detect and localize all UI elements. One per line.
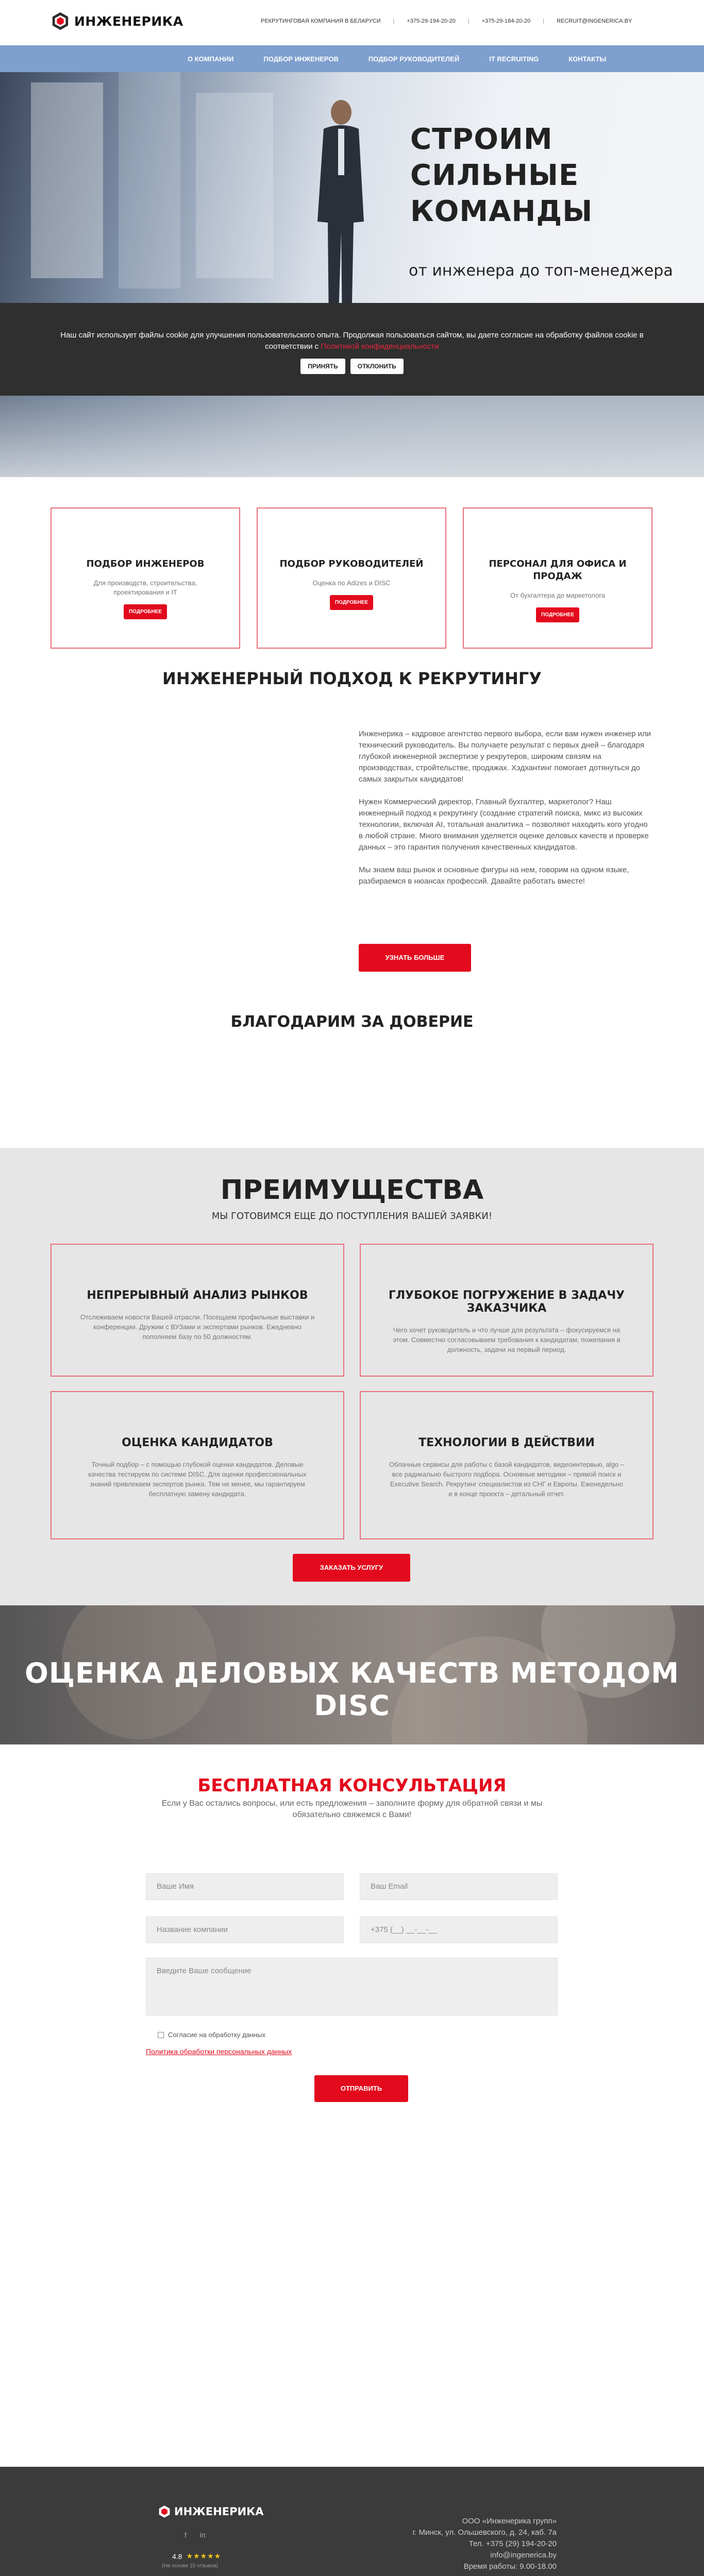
footer-phone[interactable]: Тел. +375 (29) 194-20-20 — [468, 2539, 557, 2548]
checkbox-icon[interactable] — [158, 2032, 164, 2038]
disc-title: ОЦЕНКА ДЕЛОВЫХ КАЧЕСТВ МЕТОДОМ DISC — [24, 1657, 680, 1722]
nav-item-engineers[interactable]: ПОДБОР ИНЖЕНЕРОВ — [263, 55, 339, 63]
nav-item-about[interactable]: О КОМПАНИИ — [188, 55, 234, 63]
advantage-card-title: ТЕХНОЛОГИИ В ДЕЙСТВИИ — [418, 1436, 595, 1449]
cookie-accept-button[interactable]: ПРИНЯТЬ — [300, 359, 345, 374]
advantage-card-desc: Точный подбор – с помощью глубокой оценки кандидатов. Деловые качества тестируем по системе DISC. Для оценки профессиональных знаний привлекаем экспертов рынка. Тем не менее, мы гарантируем бесплатную замену кандидата. — [88, 1461, 307, 1498]
consent-checkbox[interactable] — [158, 2031, 265, 2039]
logo-text: ИНЖЕНЕРИКА — [74, 13, 183, 29]
approach-title: ИНЖЕНЕРНЫЙ ПОДХОД К РЕКРУТИНГУ — [162, 669, 542, 688]
hero-subtitle: от инженера до топ-менеджера — [409, 262, 673, 280]
advantage-card-title: ГЛУБОКОЕ ПОГРУЖЕНИЕ В ЗАДАЧУ ЗАКАЗЧИКА — [388, 1289, 625, 1315]
cookie-decline-button[interactable]: ОТКЛОНИТЬ — [350, 359, 404, 374]
service-card-title: ПОДБОР ИНЖЕНЕРОВ — [86, 558, 205, 569]
advantages-subtitle: МЫ ГОТОВИМСЯ ЕЩЕ ДО ПОСТУПЛЕНИЯ ВАШЕЙ ЗАЯВКИ! — [211, 1211, 493, 1222]
advantages-title: ПРЕИМУЩЕСТВА — [220, 1175, 484, 1206]
divider: | — [543, 18, 545, 24]
service-card-title: ПОДБОР РУКОВОДИТЕЛЕЙ — [279, 558, 424, 569]
consent-label: Согласие на обработку данных — [168, 2031, 265, 2039]
phone-input[interactable]: +375 (__) __-__-__ — [360, 1917, 558, 1943]
divider: | — [393, 18, 395, 24]
linkedin-icon[interactable]: in — [199, 2531, 206, 2539]
learn-more-button[interactable]: УЗНАТЬ БОЛЬШЕ — [359, 944, 471, 972]
hero-title — [410, 122, 593, 230]
cookie-banner — [0, 303, 704, 396]
advantage-card-assessment — [51, 1391, 344, 1539]
hero-title-line: СИЛЬНЫЕ — [410, 159, 579, 192]
logo-icon — [158, 2505, 171, 2518]
service-card-managers — [257, 507, 446, 649]
main-navigation — [0, 45, 704, 72]
header-contacts — [261, 18, 632, 24]
footer-hours: Время работы: 9.00-18.00 — [463, 2562, 557, 2571]
rating-stars-icon: ★★★★★ — [186, 2552, 222, 2560]
cookie-policy-link[interactable]: Политикой конфиденциальности — [321, 342, 439, 351]
approach-paragraph: Нужен Коммерческий директор, Главный бухгалтер, маркетолог? Наш инженерный подход к рекрутингу (создание стратегий поиска, микс из высоких технологии, включая AI, тотальная аналитика – позволяют находить кого угодно в любой стране. Много внимания уделяется оценке деловых качеств и проверке данных – это гарантия получения качественных кандидатов. — [359, 798, 649, 852]
cookie-text-block — [56, 303, 648, 352]
hero-floor-decor — [0, 389, 704, 477]
nav-item-managers[interactable]: ПОДБОР РУКОВОДИТЕЛЕЙ — [368, 55, 460, 63]
approach-paragraph: Инженерика – кадровое агентство первого выбора, если вам нужен инженер или технический руководитель. Вы получаете результат с первых дней – благодаря глубокой инженерной экспертизе у рекрутеров, широким связям на производствах, стройтельстве, продажах. Хэдхантинг помогает дотянуться до самых закрытых кандидатов! — [359, 730, 651, 784]
consult-desc: Если у Вас остались вопросы, или есть предложения – заполните форму для обратной связи и мы обязательно свяжемся с Вами! — [161, 1799, 543, 1819]
cookie-buttons — [0, 359, 704, 374]
service-more-button[interactable]: ПОДРОБНЕЕ — [124, 604, 167, 619]
footer-address: г. Минск, ул. Ольшевского, д. 24, каб. 7а — [412, 2528, 557, 2537]
divider: | — [467, 18, 470, 24]
rating-value: 4.8 — [172, 2552, 182, 2561]
footer-logo[interactable] — [158, 2505, 264, 2518]
rating-reviews: (На основе 15 отзывов) — [162, 2563, 219, 2569]
advantage-card-deep-dive — [360, 1244, 653, 1377]
hero-window-decor — [196, 93, 273, 278]
site-logo[interactable] — [51, 11, 183, 31]
service-card-desc: Оценка по Adizes и DISC — [312, 579, 391, 587]
service-card-desc: От бухгалтера до маркетолога — [510, 591, 606, 599]
header-phone-1[interactable]: +375-29-194-20-20 — [407, 18, 456, 24]
trust-title: БЛАГОДАРИМ ЗА ДОВЕРИЕ — [230, 1013, 474, 1031]
service-more-button[interactable]: ПОДРОБНЕЕ — [536, 607, 579, 622]
message-textarea[interactable]: Введите Ваше сообщение — [146, 1958, 558, 2015]
nav-item-it-recruiting[interactable]: IT RECRUITING — [489, 55, 539, 63]
header-email[interactable]: RECRUIT@INGENERICA.BY — [557, 18, 632, 24]
footer-company: ООО «Инженерика групп» — [462, 2517, 557, 2526]
advantage-card-market-analysis — [51, 1244, 344, 1377]
footer-rating — [172, 2552, 221, 2561]
top-header — [0, 0, 704, 45]
policy-link[interactable]: Политика обработки персональных данных — [146, 2047, 292, 2056]
footer-social — [185, 2531, 206, 2539]
hero-businessman-illustration — [304, 93, 376, 335]
email-input[interactable]: Ваш Email — [360, 1873, 558, 1900]
consult-title: БЕСПЛАТНАЯ КОНСУЛЬТАЦИЯ — [197, 1775, 507, 1796]
submit-button[interactable]: ОТПРАВИТЬ — [314, 2075, 408, 2102]
service-card-title: ПЕРСОНАЛ ДЛЯ ОФИСА И ПРОДАЖ — [489, 558, 627, 582]
advantage-card-title: НЕПРЕРЫВНЫЙ АНАЛИЗ РЫНКОВ — [87, 1289, 308, 1302]
name-input[interactable]: Ваше Имя — [146, 1873, 344, 1900]
facebook-icon[interactable]: f — [185, 2531, 187, 2539]
approach-text — [359, 728, 652, 899]
nav-item-contacts[interactable]: КОНТАКТЫ — [568, 55, 607, 63]
cookie-text: Наш сайт использует файлы cookie для улучшения пользовательского опыта. Продолжая пользоваться сайтом, вы даете согласие на обработку файлов cookie в соответствии с — [60, 331, 644, 351]
advantage-card-technology — [360, 1391, 653, 1539]
footer-logo-text: ИНЖЕНЕРИКА — [174, 2505, 264, 2518]
advantage-card-title: ОЦЕНКА КАНДИДАТОВ — [122, 1436, 273, 1449]
service-card-office — [463, 507, 652, 649]
hero-section — [0, 72, 704, 477]
hero-window-decor — [119, 72, 180, 289]
disc-banner — [0, 1605, 704, 1744]
header-phone-2[interactable]: +375-29-184-20-20 — [481, 18, 531, 24]
service-card-engineers — [51, 507, 240, 649]
order-service-button[interactable]: ЗАКАЗАТЬ УСЛУГУ — [293, 1554, 410, 1582]
advantage-card-desc: Отслеживаем новости Вашей отрасли. Посещаем профильные выставки и конференции. Дружим с ВУЗами и экспертами рынков. Ежедневно пополняем базу по 50 должностям. — [80, 1313, 315, 1341]
company-input[interactable]: Название компании — [146, 1917, 344, 1943]
hero-title-line: КОМАНДЫ — [410, 195, 593, 228]
service-card-desc: Для производств, строительства, проектирования и IT — [93, 579, 197, 596]
service-more-button[interactable]: ПОДРОБНЕЕ — [330, 595, 373, 610]
approach-paragraph: Мы знаем ваш рынок и основные фигуры на нем, говорим на одном языке, разбираемся в нюансах профессий. Давайте работать вместе! — [359, 866, 629, 886]
hero-window-decor — [31, 82, 103, 278]
site-footer — [0, 2467, 704, 2576]
footer-contacts — [413, 2516, 557, 2572]
header-tagline: РЕКРУТИНГОВАЯ КОМПАНИЯ В БЕЛАРУСИ — [261, 18, 381, 24]
logo-icon — [51, 11, 70, 31]
advantage-card-desc: Чего хочет руководитель и что лучше для результата – фокусируемся на этом. Совместно согласовываем требования к кандидатам, пожелания в должность, задачи на первый период. — [393, 1326, 621, 1353]
hero-title-line: СТРОИМ — [410, 123, 553, 156]
footer-email[interactable]: info@ingenerica.by — [490, 2551, 557, 2560]
advantage-card-desc: Облачные сервисы для работы с базой кандидатов, видеоинтервью, algo – все радикально быстрого подбора. Основные методики – прямой поиск и Executive Search. Рекрутинг специалистов из СНГ и Европы. Еженедельно и в конце проекта – детальный отчет. — [389, 1461, 624, 1498]
